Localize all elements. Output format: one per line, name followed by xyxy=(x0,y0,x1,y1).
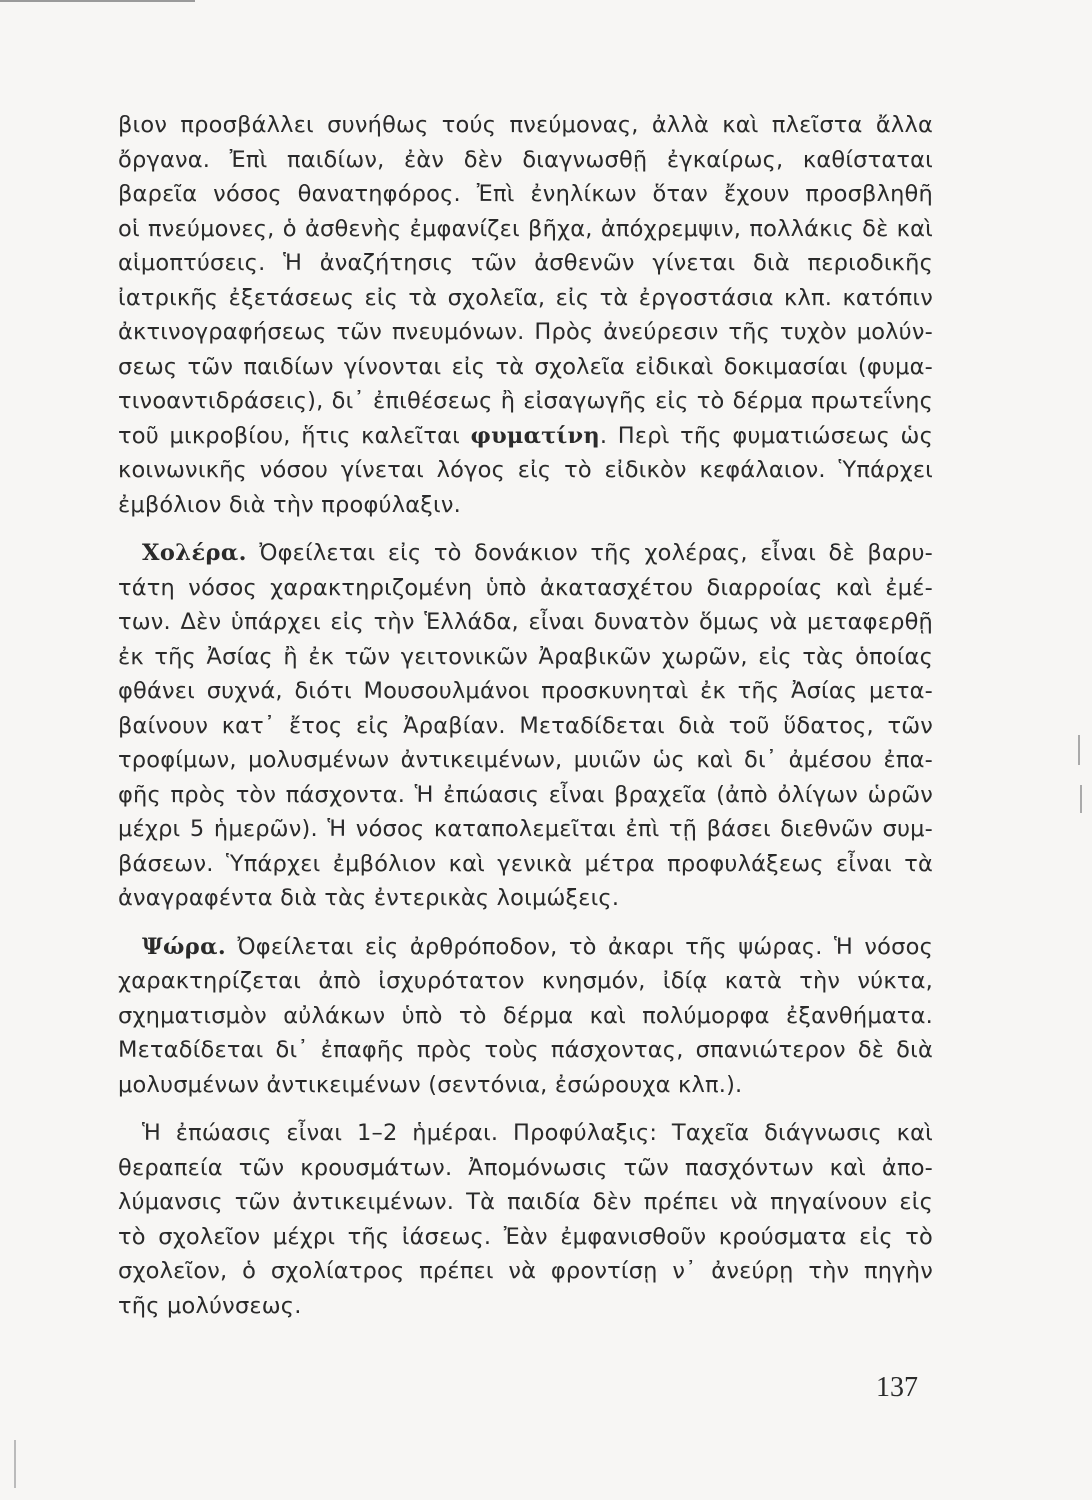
paragraph xyxy=(118,1116,933,1323)
text-line xyxy=(118,1254,933,1289)
line-text: τινοαντιδράσεις), δι᾿ ἐπιθέσεως ἢ εἰσαγωγῆς εἰς τὸ δέρμα πρωτεΐνης xyxy=(118,388,933,414)
text-line xyxy=(118,640,933,675)
text-line xyxy=(118,1220,933,1255)
line-text: τοῦ μικροβίου, ἥτις καλεῖται xyxy=(118,422,471,449)
text-line xyxy=(118,778,933,813)
line-text: σχηματισμὸν αὐλάκων ὑπὸ τὸ δέρμα καὶ πολύμορφα ἐξανθήματα. xyxy=(118,1002,933,1029)
text-line xyxy=(118,281,933,316)
text-line xyxy=(118,1068,933,1103)
line-text: μολυσμένων ἀντικειμένων (σεντόνια, ἐσώρουχα κλπ.). xyxy=(118,1071,743,1098)
text-line xyxy=(118,212,933,247)
line-text: οἱ πνεύμονες, ὁ ἀσθενὴς ἐμφανίζει βῆχα, ἀπόχρεμψιν, πολλάκις δὲ καὶ xyxy=(118,215,933,242)
text-line xyxy=(118,1185,933,1220)
text-line xyxy=(118,108,933,143)
line-text: βιον προσβάλλει συνήθως τούς πνεύμονας, ἀλλὰ καὶ πλεῖστα ἄλλα xyxy=(118,112,933,138)
paragraph xyxy=(118,930,933,1103)
text-line xyxy=(118,384,933,419)
line-text: φθάνει συχνά, διότι Μουσουλμάνοι προσκυνηταὶ ἐκ τῆς Ἀσίας μετα- xyxy=(118,678,933,704)
line-text: βάσεων. Ὑπάρχει ἐμβόλιον καὶ γενικὰ μέτρα προφυλάξεως εἶναι τὰ xyxy=(118,850,933,877)
line-text: Μεταδίδεται δι᾿ ἐπαφῆς πρὸς τοὺς πάσχοντας, σπανιώτερον δὲ διὰ xyxy=(118,1037,933,1063)
text-line xyxy=(118,1116,933,1151)
text-line xyxy=(118,419,933,454)
line-text: λύμανσις τῶν ἀντικειμένων. Τὰ παιδία δὲν πρέπει νὰ πηγαίνουν εἰς xyxy=(118,1189,933,1215)
paragraph xyxy=(118,536,933,916)
line-text: βαρεῖα νόσος θανατηφόρος. Ἐπὶ ἐνηλίκων ὅταν ἔχουν προσβληθῆ xyxy=(118,181,933,207)
text-line xyxy=(118,350,933,385)
line-text: ἰατρικῆς ἐξετάσεως εἰς τὰ σχολεῖα, εἰς τὰ ἐργοστάσια κλπ. κατόπιν xyxy=(118,284,933,311)
line-text: ἐμβόλιον διὰ τὴν προφύλαξιν. xyxy=(118,491,461,518)
text-line xyxy=(118,453,933,488)
text-line xyxy=(118,605,933,640)
text-line xyxy=(118,1151,933,1186)
line-text: μέχρι 5 ἡμερῶν). Ἡ νόσος καταπολεμεῖται ἐπὶ τῇ βάσει διεθνῶν συμ- xyxy=(118,816,933,842)
text-line xyxy=(118,1289,933,1324)
line-text: Ὀφείλεται εἰς τὸ δονάκιον τῆς χολέρας, εἶναι δὲ βαρυ- xyxy=(246,540,933,566)
line-text: Ὀφείλεται εἰς ἀρθρόποδον, τὸ ἀκαρι τῆς ψώρας. Ἡ νόσος xyxy=(226,933,933,960)
line-text: τὸ σχολεῖον μέχρι τῆς ἰάσεως. Ἐὰν ἐμφανισθοῦν κρούσματα εἰς τὸ xyxy=(118,1223,933,1250)
section-heading: Ψώρα. xyxy=(142,933,227,960)
line-text: τροφίμων, μολυσμένων ἀντικειμένων, μυιῶν ὡς καὶ δι᾿ ἀμέσου ἐπα- xyxy=(118,747,933,773)
text-line xyxy=(118,847,933,882)
text-line xyxy=(118,930,933,965)
body-text xyxy=(118,108,933,1337)
line-text: βαίνουν κατ᾿ ἔτος εἰς Ἀραβίαν. Μεταδίδεται διὰ τοῦ ὕδατος, τῶν xyxy=(118,712,933,739)
text-line xyxy=(118,964,933,999)
text-line xyxy=(118,812,933,847)
line-text: ἀκτινογραφήσεως τῶν πνευμόνων. Πρὸς ἀνεύρεσιν τῆς τυχὸν μολύν- xyxy=(118,319,933,345)
paragraph xyxy=(118,108,933,522)
line-text: Ἡ ἐπώασις εἶναι 1–2 ἡμέραι. Προφύλαξις: Ταχεῖα διάγνωσις καὶ xyxy=(142,1120,933,1146)
text-line xyxy=(118,571,933,606)
section-heading: Χολέρα. xyxy=(142,540,247,566)
margin-mark xyxy=(1078,735,1080,765)
text-line xyxy=(118,488,933,523)
page-number: 137 xyxy=(876,1372,918,1403)
line-text: αἱμοπτύσεις. Ἡ ἀναζήτησις τῶν ἀσθενῶν γίνεται διὰ περιοδικῆς xyxy=(118,250,933,276)
scan-edge-mark xyxy=(14,1440,16,1488)
margin-mark xyxy=(1080,785,1082,813)
text-line xyxy=(118,246,933,281)
line-text: ὄργανα. Ἐπὶ παιδίων, ἐὰν δὲν διαγνωσθῇ ἐγκαίρως, καθίσταται xyxy=(118,146,933,173)
text-line xyxy=(118,709,933,744)
text-line xyxy=(118,536,933,571)
line-text: σεως τῶν παιδίων γίνονται εἰς τὰ σχολεῖα εἰδικαὶ δοκιμασίαι (φυμα- xyxy=(118,353,933,380)
text-line xyxy=(118,315,933,350)
text-line xyxy=(118,743,933,778)
line-text: χαρακτηρίζεται ἀπὸ ἰσχυρότατον κνησμόν, ἰδίᾳ κατὰ τὴν νύκτα, xyxy=(118,968,933,994)
line-text: ἐκ τῆς Ἀσίας ἢ ἐκ τῶν γειτονικῶν Ἀραβικῶν χωρῶν, εἰς τὰς ὁποίας xyxy=(118,643,933,670)
line-text: κοινωνικῆς νόσου γίνεται λόγος εἰς τὸ εἰδικὸν κεφάλαιον. Ὑπάρχει xyxy=(118,457,933,483)
line-text: φῆς πρὸς τὸν πάσχοντα. Ἡ ἐπώασις εἶναι βραχεῖα (ἀπὸ ὀλίγων ὡρῶν xyxy=(118,781,933,808)
line-text: τάτη νόσος χαρακτηριζομένη ὑπὸ ἀκατασχέτου διαρροίας καὶ ἐμέ- xyxy=(118,574,933,601)
text-line xyxy=(118,999,933,1034)
line-text: ἀναγραφέντα διὰ τὰς ἐντερικὰς λοιμώξεις. xyxy=(118,885,620,911)
text-line xyxy=(118,674,933,709)
text-line xyxy=(118,177,933,212)
line-text: των. Δὲν ὑπάρχει εἰς τὴν Ἑλλάδα, εἶναι δυνατὸν ὅμως νὰ μεταφερθῇ xyxy=(118,609,933,635)
scan-edge-line xyxy=(0,0,195,2)
line-text: τῆς μολύνσεως. xyxy=(118,1292,302,1319)
line-text: θεραπεία τῶν κρουσμάτων. Ἀπομόνωσις τῶν πασχόντων καὶ ἀπο- xyxy=(118,1154,933,1181)
line-text: σχολεῖον, ὁ σχολίατρος πρέπει νὰ φροντίσῃ ν᾿ ἀνεύρῃ τὴν πηγὴν xyxy=(118,1258,933,1284)
text-line xyxy=(118,881,933,916)
emphasized-term: φυματίνη xyxy=(470,422,600,449)
line-text: . Περὶ τῆς φυματιώσεως ὡς xyxy=(599,422,933,449)
text-line xyxy=(118,1033,933,1068)
text-line xyxy=(118,143,933,178)
